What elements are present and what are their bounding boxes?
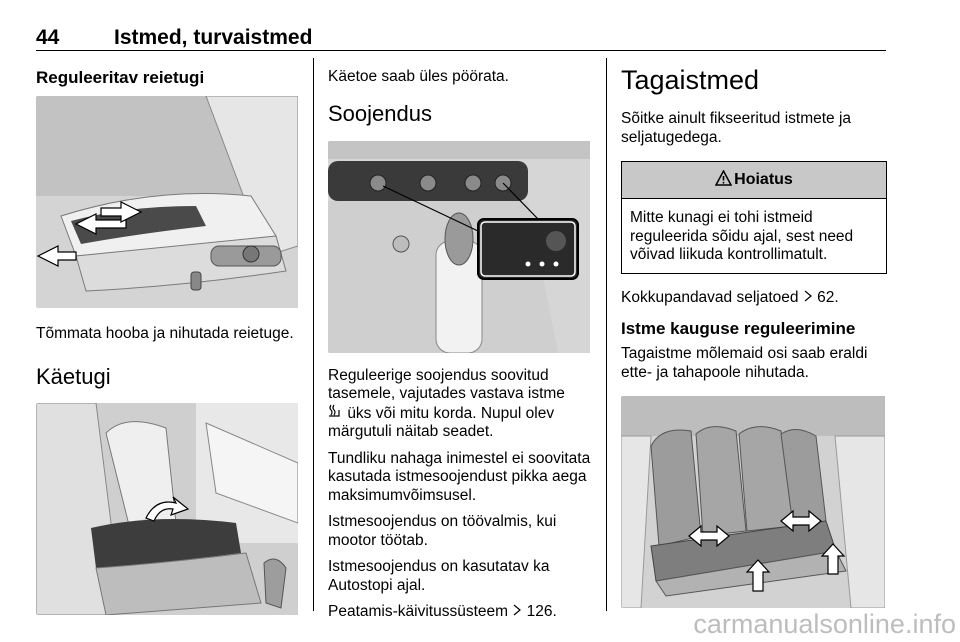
figure-seat-heating <box>328 141 594 353</box>
warning-title: Hoiatus <box>734 171 793 188</box>
watermark: carmanualsonline.info <box>693 609 956 639</box>
heading-heating: Soojendus <box>328 100 432 126</box>
heading-rear-seats: Tagaistmed <box>621 65 760 95</box>
seat-distance-text: Tagaistme mõlemaid osi saab eraldi ette- ja tahapoole nihutada. <box>621 345 868 381</box>
warning-box <box>621 161 887 274</box>
figure-rear-seat-adjustment <box>621 396 887 608</box>
heating-para-2: Tundliku nahaga inimestel ei soovitata kasutada istmesoojendust pikka aega maksimumvõimsusel. <box>328 449 591 504</box>
folding-backrests-link-text[interactable]: Kokkupandavad seljatoed <box>621 288 799 306</box>
page-number: 44 <box>36 26 60 49</box>
heating-para-1-b: üks või mitu korda. Nupul olev märgutuli näitab seadet. <box>328 404 555 440</box>
column-2 <box>328 60 594 622</box>
header-rule <box>36 50 886 51</box>
folding-backrests-page-ref[interactable]: 62. <box>817 288 839 306</box>
stop-start-page-ref[interactable]: 126. <box>526 603 557 620</box>
column-divider-2 <box>606 58 607 611</box>
warning-triangle-icon <box>715 170 732 191</box>
folding-backrests-ref <box>621 289 887 308</box>
reference-arrow-icon <box>512 603 526 620</box>
caption-thigh-support: Tõmmata hooba ja nihutada reietuge. <box>36 325 294 342</box>
column-1 <box>36 60 302 615</box>
section-title: Istmed, turvaistmed <box>114 26 313 49</box>
seat-heating-icon <box>328 404 341 424</box>
heading-adjustable-thigh-support: Reguleeritav reietugi <box>36 68 205 87</box>
heating-para-1-a: Reguleerige soojendus soovitud tasemele, vajutades vastava istme <box>328 366 565 402</box>
column-divider-1 <box>313 58 314 611</box>
heating-para-5 <box>328 603 594 622</box>
warning-text: Mitte kunagi ei tohi istmeid reguleerida sõidu ajal, sest need võivad liikuda kontrollimatult. <box>630 209 854 263</box>
warning-header <box>622 162 886 199</box>
figure-thigh-support <box>36 96 302 308</box>
figure-armrest <box>36 403 302 615</box>
stop-start-link-text[interactable]: Peatamis-käivitussüsteem <box>328 603 509 620</box>
heading-seat-distance: Istme kauguse reguleerimine <box>621 319 856 338</box>
heating-para-4: Istmesoojendus on kasutatav ka Autostopi ajal. <box>328 558 550 594</box>
heading-armrest: Käetugi <box>36 363 111 389</box>
column-3 <box>621 60 887 608</box>
armrest-text: Käetoe saab üles pöörata. <box>328 68 509 85</box>
heating-para-1 <box>328 367 594 442</box>
reference-arrow-icon <box>803 289 817 306</box>
rear-seats-intro: Sõitke ainult fikseeritud istmete ja seljatugedega. <box>621 110 852 146</box>
heating-para-3: Istmesoojendus on töövalmis, kui mootor töötab. <box>328 513 557 549</box>
